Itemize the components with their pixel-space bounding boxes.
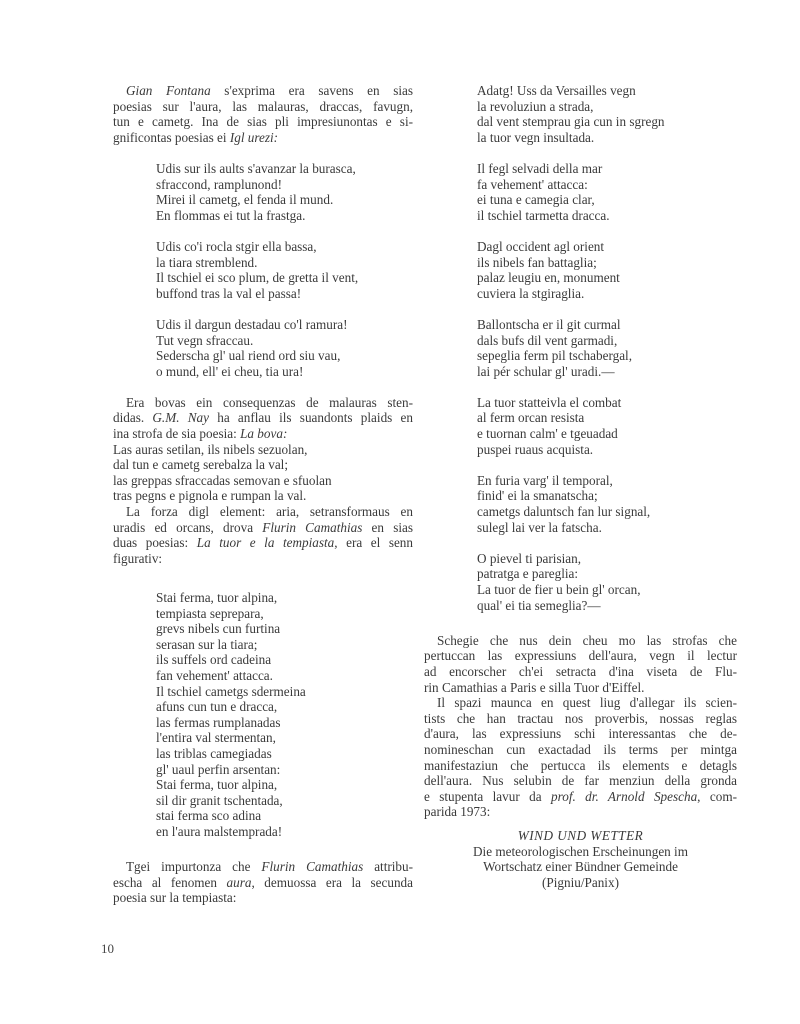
paragraph-schegie: Schegie che nus dein cheu mo las strofas che pertuccan las expressiuns dell'aura, vegn il lectur ad encorscher ch'ei setracta d'ina viseta de Flu- rin Camathias a Paris e silla Tuor d'Eiffel. bbox=[424, 632, 737, 695]
book-title: WIND UND WETTER bbox=[517, 827, 644, 843]
author-name: Flurin Camathias bbox=[261, 859, 364, 875]
right-column bbox=[424, 83, 737, 890]
paragraph-gian-fontana: Gian Fontana s'exprima era savens en sias poesias sur l'aura, las malauras, draccas, favugn, tun e cametg. Ina de sias pli impresiunontas e si- gnificontas poesias ei Igl urezi: bbox=[113, 83, 413, 145]
poem-igl-urezi bbox=[113, 161, 413, 379]
left-column bbox=[113, 83, 413, 906]
poem-la-tuor: Stai ferma, tuor alpina, tempiasta seprepara, grevs nibels cun furtina serasan sur la tiara; ils suffels ord cadeina fan vehement' attacca. Il tschiel cametgs sdermeina afuns cun tun e dracca, las fermas rumplanadas l'entira val stermentan, las triblas camegiadas gl' uaul perfin arsentan: Stai ferma, tuor alpina, sil dir granit tschentada, stai ferma sco adina en l'aura malstemprada! bbox=[156, 590, 306, 839]
stanza: En furia varg' il temporal, finid' ei la smanatscha; cametgs daluntsch fan lur signal, sulegl lai ver la fatscha. bbox=[477, 472, 651, 535]
stanza: Udis co'i rocla stgir ella bassa, la tiara stremblend. Il tschiel ei sco plum, de gretta il vent, buffond tras la val el passa! bbox=[156, 238, 359, 301]
poem-title: Igl urezi: bbox=[229, 129, 279, 145]
book-subtitle: Wortschatz einer Bündner Gemeinde bbox=[483, 859, 678, 875]
book-citation bbox=[424, 828, 737, 890]
stanza: Dagl occident agl orient ils nibels fan battaglia; palaz leugiu en, monument cuviera la stgiraglia. bbox=[477, 238, 620, 301]
page-number: 10 bbox=[101, 941, 114, 956]
poem-title: La bova: bbox=[240, 426, 288, 442]
paragraph-forza: La forza digl element: aria, setransformaus en uradis ed orcans, drova Flurin Camathias en sias duas poesias: La tuor e la tempiasta, era el senn figurativ: bbox=[113, 504, 413, 566]
paragraph-impurtonza: Tgei impurtonza che Flurin Camathias attribu- escha al fenomen aura, demuossa era la secunda poesia sur la tempiasta: bbox=[113, 859, 414, 906]
stanza: Ballontscha er il git curmal dals bufs dil vent garmadi, sepeglia ferm pil tschabergal, lai pér schular gl' uradi.— bbox=[477, 316, 633, 379]
stanza: Il fegl selvadi della mar fa vehement' attacca: ei tuna e camegia clar, il tschiel tarmetta dracca. bbox=[477, 160, 610, 223]
paragraph-spazi: Il spazi maunca en quest liug d'allegar ils scien- tists che han tractau nos proverbis, nossas reglas d'aura, las expressiuns schi interessantas che de- nomineschan cun exactadad ils terms per mintga manifestaziun che pertucca ils elements e detagls dell'aura. Nus selubin de far menziun della gronda e stupenta lavur da prof. dr. Arnold Spescha, com- parida 1973: bbox=[424, 695, 737, 820]
stanza: Udis il dargun destadau co'l ramura! Tut vegn sfraccau. Sederscha gl' ual riend ord siu vau, o mund, ell' ei cheu, tia ura! bbox=[156, 316, 348, 379]
stanza: Udis sur ils aults s'avanzar la burasca, sfraccond, ramplunond! Mirei il cametg, el fenda il mund. En flommas ei tut la frastga. bbox=[156, 160, 356, 223]
stanza: O pievel ti parisian, patratga e pareglia: La tuor de fier u bein gl' orcan, qual' ei tia semeglia?— bbox=[477, 550, 641, 613]
author-name: G.M. Nay bbox=[152, 410, 209, 426]
poem-la-tuor-continued bbox=[424, 83, 737, 613]
author-name: prof. dr. Arnold Spescha bbox=[550, 788, 698, 804]
author-name: Flurin Camathias bbox=[262, 519, 363, 535]
stanza: La tuor statteivla el combat al ferm orcan resista e tuornan calm' e tgeuadad puspei ruaus acquista. bbox=[477, 394, 622, 457]
emphasis-word: aura bbox=[226, 874, 252, 890]
book-subtitle: (Pigniu/Panix) bbox=[542, 874, 619, 890]
book-subtitle: Die meteorologischen Erscheinungen im bbox=[473, 843, 688, 859]
author-name: Gian Fontana bbox=[126, 83, 211, 98]
paragraph-bovas: Era bovas ein consequenzas de malauras sten- didas. G.M. Nay ha anflau ils suandonts plaids en ina strofa de sia poesia: La bova: Las auras setilan, ils nibels sezuolan, dal tun e cametg serebalza la val; las greppas sfraccadas semovan e sfuolan tras pegns e pignola e rumpan la val. bbox=[113, 394, 413, 504]
poem-title: La tuor e la tempiasta bbox=[196, 535, 335, 551]
stanza: Adatg! Uss da Versailles vegn la revoluziun a strada, dal vent stemprau gia cun in sgregn la tuor vegn insultada. bbox=[477, 83, 665, 145]
